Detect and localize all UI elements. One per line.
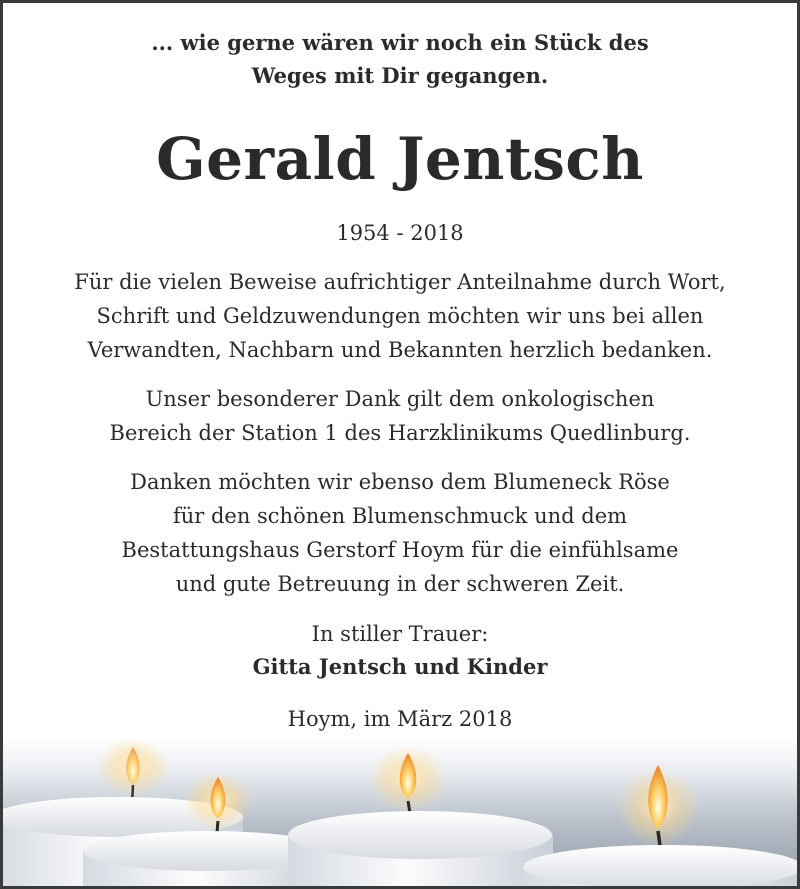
thanks-paragraph-1 <box>3 265 797 367</box>
text-line: für den schönen Blumenschmuck und dem <box>172 504 628 528</box>
text-line: Bestattungshaus Gerstorf Hoym für die einfühlsame <box>121 538 679 562</box>
text-line: Bereich der Station 1 des Harzklinikums Quedlinburg. <box>109 421 691 445</box>
text-line: Unser besonderer Dank gilt dem onkologischen <box>145 387 655 411</box>
text-line: Schrift und Geldzuwendungen möchten wir uns bei allen <box>96 304 704 328</box>
deceased-name: Gerald Jentsch <box>156 125 644 193</box>
motto-line: ... wie gerne wären wir noch ein Stück des <box>151 30 649 55</box>
candles-image <box>3 739 797 889</box>
life-years: 1954 - 2018 <box>336 221 464 245</box>
text-line: Danken möchten wir ebenso dem Blumeneck Röse <box>130 470 670 494</box>
text-line: Für die vielen Beweise aufrichtiger Anteilnahme durch Wort, <box>74 270 726 294</box>
text-line: Verwandten, Nachbarn und Bekannten herzlich bedanken. <box>87 338 713 362</box>
mourners-names: Gitta Jentsch und Kinder <box>252 654 548 679</box>
thanks-paragraph-3 <box>3 465 797 601</box>
text-line: und gute Betreuung in der schweren Zeit. <box>175 572 625 596</box>
signature-intro: In stiller Trauer: <box>311 622 489 646</box>
motto-line: Weges mit Dir gegangen. <box>251 63 549 88</box>
thanks-paragraph-2 <box>3 382 797 450</box>
motto <box>3 26 797 92</box>
place-and-date: Hoym, im März 2018 <box>287 707 513 731</box>
